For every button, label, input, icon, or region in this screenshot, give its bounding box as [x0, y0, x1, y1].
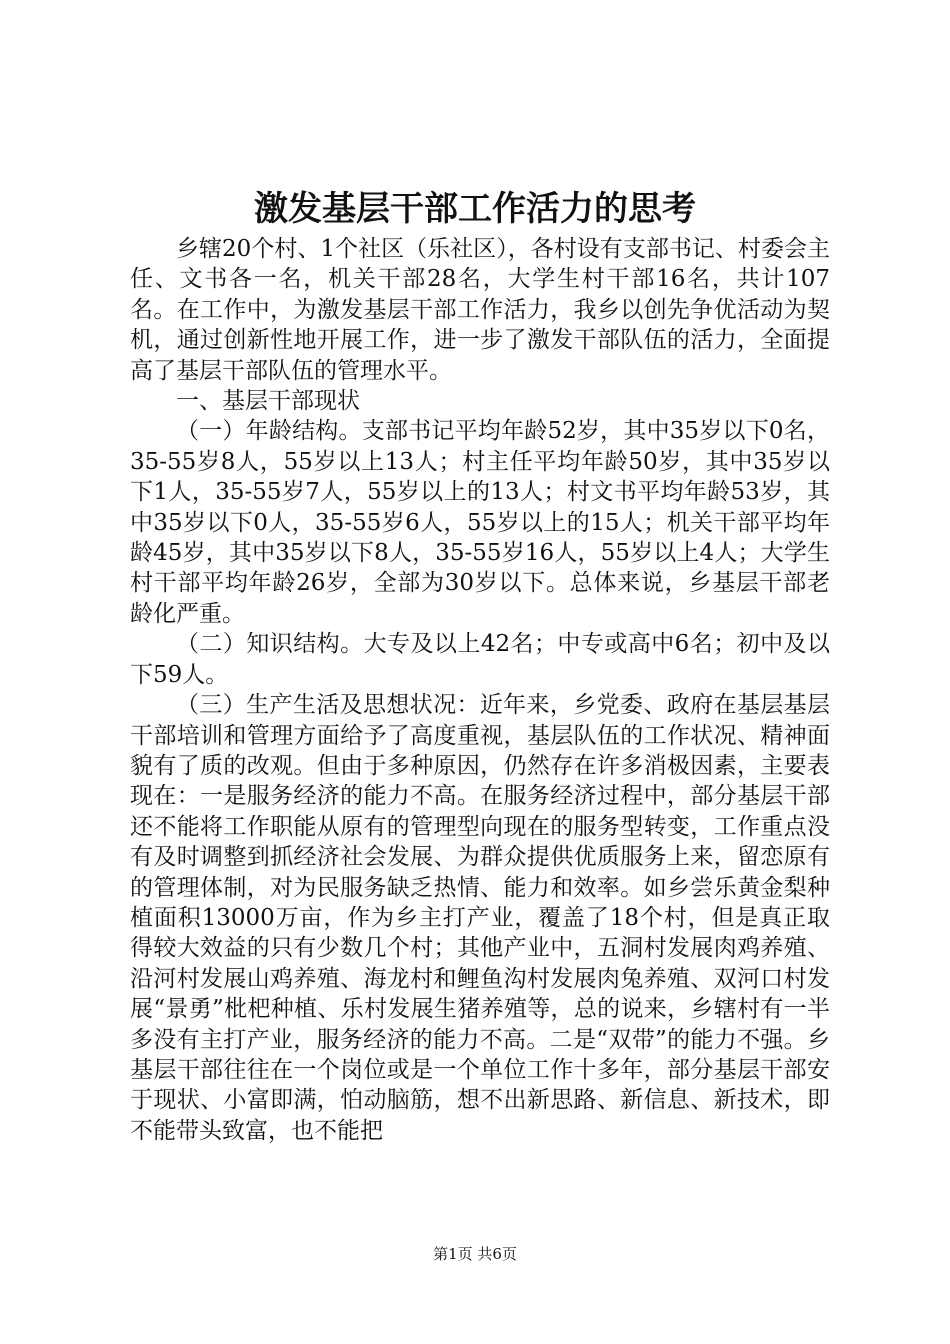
knowledge-structure-paragraph: （二）知识结构。大专及以上42名；中专或高中6名；初中及以下59人。: [130, 631, 830, 688]
section-heading-status: 一、基层干部现状: [176, 388, 360, 415]
page-footer: 第1页 共6页: [433, 1245, 517, 1263]
document-body: [130, 234, 830, 1146]
document-title: 激发基层干部工作活力的思考: [254, 189, 696, 229]
living-conditions-paragraph: （三）生产生活及思想状况：近年来，乡党委、政府在基层基层干部培训和管理方面给予了高度重视，基层队伍的工作状况、精神面貌有了质的改观。但由于多种原因，仍然存在许多消极因素，主要表现在：一是服务经济的能力不高。在服务经济过程中，部分基层干部还不能将工作职能从原有的管理型向现在的服务型转变，工作重点没有及时调整到抓经济社会发展、为群众提供优质服务上来，留恋原有的管理体制，对为民服务缺乏热情、能力和效率。如乡尝乐黄金梨种植面积13000万亩，作为乡主打产业，覆盖了18个村，但是真正取得较大效益的只有少数几个村；其他产业中，五洞村发展肉鸡养殖、沿河村发展山鸡养殖、海龙村和鲤鱼沟村发展肉兔养殖、双河口村发展“景勇”枇杷种植、乐村发展生猪养殖等，总的说来，乡辖村有一半多没有主打产业，服务经济的能力不高。二是“双带”的能力不强。乡基层干部往往在一个岗位或是一个单位工作十多年，部分基层干部安于现状、小富即满，怕动脑筋，想不出新思路、新信息、新技术，即不能带头致富，也不能把: [130, 692, 830, 1144]
intro-paragraph: 乡辖20个村、1个社区（乐社区），各村设有支部书记、村委会主任、文书各一名，机关干部28名，大学生村干部16名，共计107名。在工作中，为激发基层干部工作活力，我乡以创先争优活动为契机，通过创新性地开展工作，进一步了激发干部队伍的活力，全面提高了基层干部队伍的管理水平。: [130, 236, 830, 384]
age-structure-paragraph: （一）年龄结构。支部书记平均年龄52岁，其中35岁以下0名，35-55岁8人，55岁以上13人；村主任平均年龄50岁，其中35岁以下1人，35-55岁7人，55岁以上的13人；村文书平均年龄53岁，其中35岁以下0人，35-55岁6人，55岁以上的15人；机关干部平均年龄45岁，其中35岁以下8人，35-55岁16人，55岁以上4人；大学生村干部平均年龄26岁，全部为30岁以下。总体来说，乡基层干部老龄化严重。: [130, 418, 830, 627]
